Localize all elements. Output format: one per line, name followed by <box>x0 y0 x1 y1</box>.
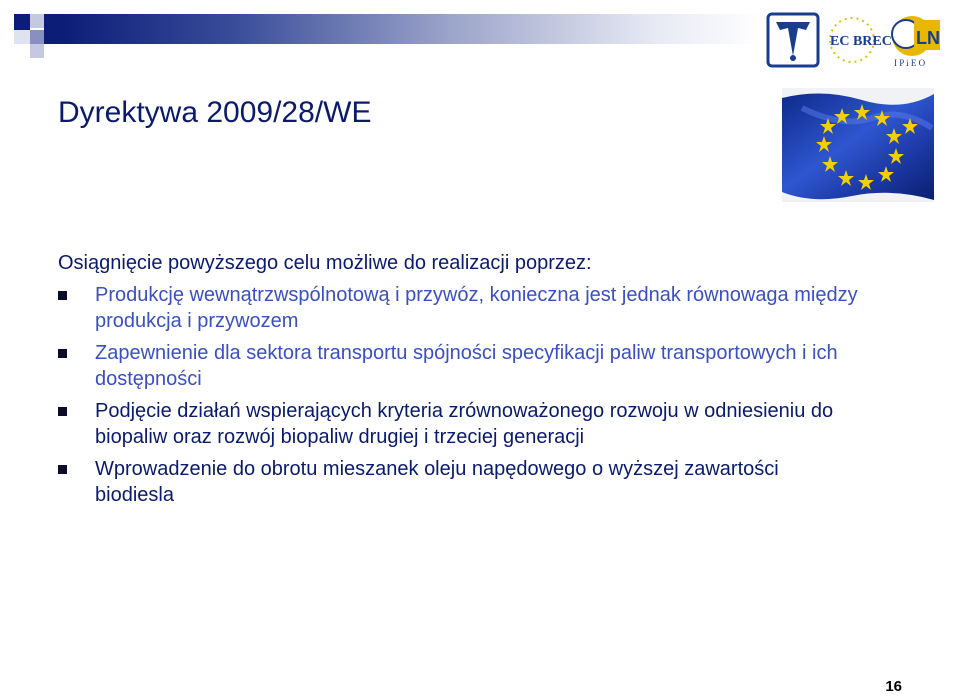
square-bullet-icon <box>58 407 67 416</box>
slide-title: Dyrektywa 2009/28/WE <box>58 96 372 129</box>
logo-3-icon <box>892 16 940 68</box>
list-item <box>58 398 858 450</box>
square-bullet-icon <box>58 349 67 358</box>
logo-1-icon <box>768 14 818 66</box>
intro-text: Osiągnięcie powyższego celu możliwe do realizacji poprzez: <box>58 252 592 274</box>
page-number: 16 <box>885 678 902 695</box>
partner-logos <box>766 12 956 68</box>
list-item-text: Zapewnienie dla sektora transportu spójności specyfikacji paliw transportowych i ich dostępności <box>95 342 838 390</box>
list-item <box>58 340 858 392</box>
list-item <box>58 282 858 334</box>
square-bullet-icon <box>58 465 67 474</box>
logo-3-caption: I P i E O <box>894 58 926 68</box>
header-gradient-bar <box>62 14 762 44</box>
list-item-text: Podjęcie działań wspierających kryteria zrównoważonego rozwoju w odniesieniu do biopaliw oraz rozwój biopaliw drugiej i trzeciej generacji <box>95 400 834 448</box>
list-item-text: Wprowadzenie do obrotu mieszanek oleju napędowego o wyższej zawartości biodiesla <box>95 458 779 506</box>
eu-flag-image <box>782 88 934 202</box>
bullet-list <box>58 282 858 514</box>
logo-2-icon <box>830 18 892 62</box>
list-item <box>58 456 858 508</box>
logo-2-label: EC BREC <box>830 34 892 49</box>
list-item-text: Produkcję wewnątrzwspólnotową i przywóz, konieczna jest jednak równowaga między produkcja i przywozem <box>95 284 858 332</box>
square-bullet-icon <box>58 291 67 300</box>
logo-3-label: LN <box>916 28 940 48</box>
